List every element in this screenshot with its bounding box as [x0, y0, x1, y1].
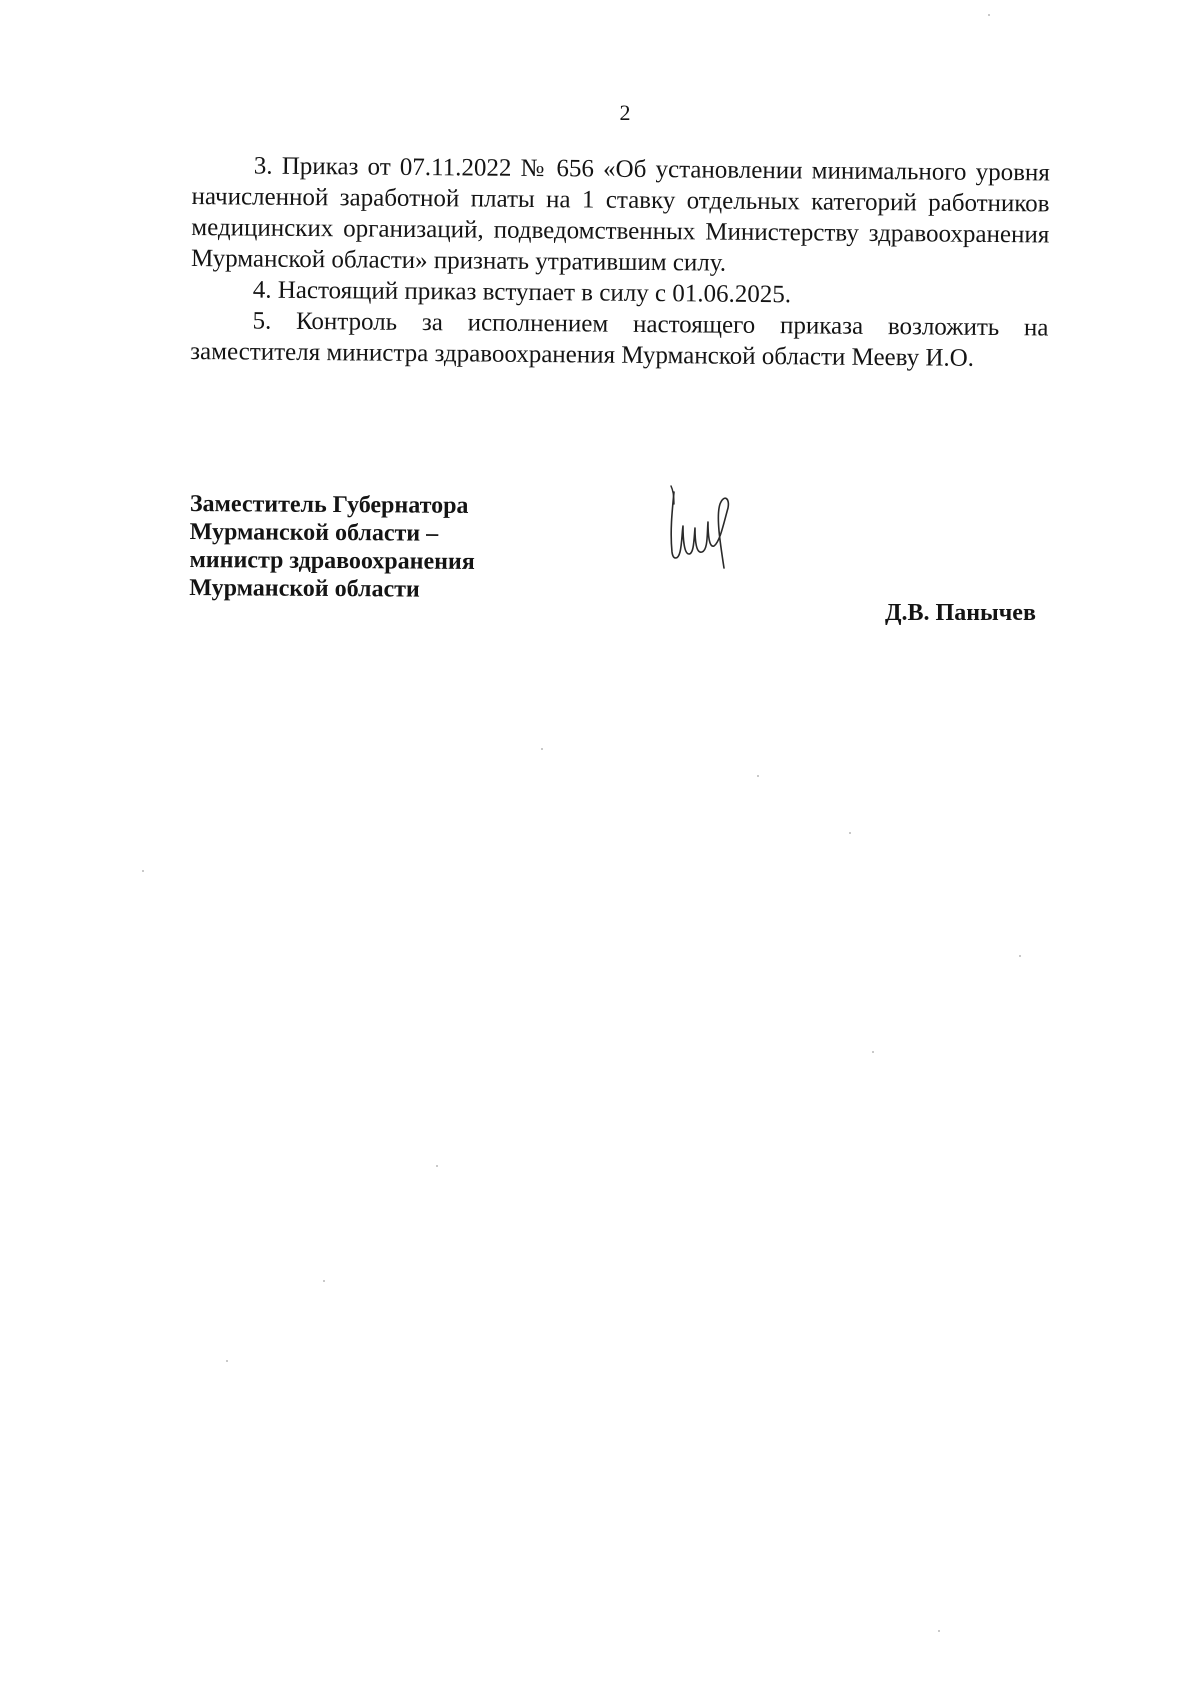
scan-speck: [849, 832, 851, 834]
paragraph-3: 3. Приказ от 07.11.2022 № 656 «Об установлении минимального уровня начисленной заработной платы на 1 ставку отдельных категорий работников медицинских организаций, подведомственных Министерству здравоохранения Мурманской области» признать утратившим силу.: [190, 152, 1050, 277]
signatory-position-line: Заместитель Губернатора: [189, 490, 469, 519]
paragraph-4: 4. Настоящий приказ вступает в силу с 01.06.2025.: [252, 276, 792, 309]
scan-speck: [988, 14, 990, 16]
signatory-position-line: Мурманской области: [189, 574, 420, 603]
scan-speck: [938, 1630, 940, 1632]
signatory-block: [189, 490, 475, 604]
signer-name: Д.В. Панычев: [885, 600, 1036, 626]
scan-speck: [226, 1360, 228, 1362]
scan-speck: [142, 870, 144, 872]
scan-speck: [436, 1165, 438, 1167]
page-number: 2: [619, 100, 631, 125]
handwritten-signature: [666, 482, 746, 592]
signatory-position-line: Мурманской области –: [189, 518, 439, 547]
scan-speck: [872, 1051, 874, 1053]
scan-speck: [757, 775, 759, 777]
document-body: [190, 150, 1050, 374]
scan-speck: [323, 1280, 325, 1282]
scan-speck: [541, 748, 543, 750]
signatory-position-line: министр здравоохранения: [189, 546, 475, 575]
scan-speck: [1019, 955, 1021, 957]
paragraph-5: 5. Контроль за исполнением настоящего приказа возложить на заместителя министра здравоохранения Мурманской области Мееву И.О.: [190, 307, 1049, 372]
